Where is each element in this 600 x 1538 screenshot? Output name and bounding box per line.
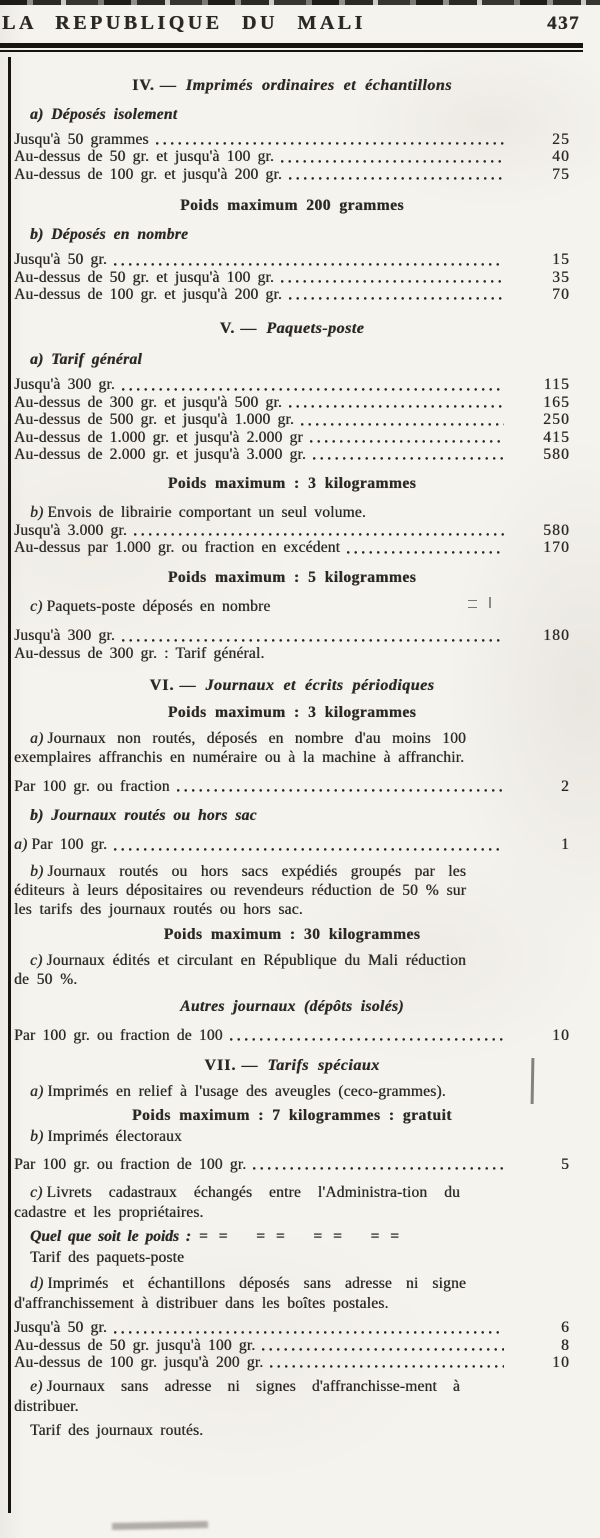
section-heading-vii (14, 1056, 570, 1076)
section-heading-v (14, 319, 570, 339)
dot-leader (347, 551, 504, 554)
tariff-row (14, 429, 570, 446)
item-letter: c) (30, 597, 43, 615)
item-letter: d) (30, 1275, 44, 1293)
tariff-row (14, 148, 570, 165)
weight-clause (14, 1228, 570, 1245)
row-label: Par 100 gr. ou fraction de 100 gr. (14, 1155, 247, 1173)
dot-leader (289, 405, 504, 408)
row-value: 115 (543, 376, 570, 394)
tariff-rows (14, 251, 570, 303)
row-label: Jusqu'à 50 gr. (14, 251, 107, 269)
page-content (14, 60, 570, 1440)
dot-leader (156, 142, 504, 145)
tariff-row (14, 411, 570, 428)
dot-leader (289, 177, 504, 180)
paragraph (14, 1183, 460, 1222)
row-label: Jusqu'à 3.000 gr. (14, 521, 127, 539)
row-label: Au-dessus de 50 gr. jusqu'à 100 gr. (14, 1336, 256, 1354)
section-heading-iv (14, 76, 570, 96)
paragraph (14, 1082, 454, 1101)
row-label: Au-dessus par 1.000 gr. ou fraction en excédent (14, 539, 341, 557)
row-value: 250 (543, 411, 570, 429)
sub-item-label (14, 1128, 570, 1145)
item-letter: a) (30, 1082, 44, 1100)
tariff-row (14, 251, 570, 268)
dot-leader (313, 457, 504, 460)
scan-top-edge (0, 0, 600, 5)
paragraph-text: Imprimés en relief à l'usage des aveugles (ceco-grammes). (47, 1082, 446, 1100)
page-number: 437 (547, 13, 580, 34)
tariff-rows (14, 376, 570, 463)
row-value: 1 (561, 836, 570, 854)
paragraph-text: Journaux édités et circulant en République du Mali réduction de 50 %. (14, 951, 466, 989)
ink-mark-artifact (468, 600, 477, 608)
item-letter: c) (30, 1184, 43, 1202)
row-label: Au-dessus de 300 gr. et jusqu'à 500 gr. (14, 393, 282, 411)
tariff-row (14, 1354, 570, 1371)
sub-item-label: a) Déposés isolement (30, 106, 178, 123)
tariff-row (14, 286, 570, 303)
row-label: Jusqu'à 300 gr. (14, 376, 115, 394)
row-value: 6 (561, 1319, 570, 1337)
item-letter: a) (14, 836, 28, 854)
item-letter: b) (30, 504, 44, 522)
tariff-note-line: Au-dessus de 300 gr. : Tarif général. (14, 644, 265, 662)
row-label: Par 100 gr. ou fraction (14, 777, 170, 795)
row-label: Au-dessus de 100 gr. et jusqu'à 200 gr. (14, 165, 282, 183)
tariff-rows (14, 522, 570, 557)
weight-note: Poids maximum : 5 kilogrammes (167, 568, 417, 586)
tariff-row (14, 446, 570, 463)
ditto-marks: = = = = = = = = (198, 1228, 402, 1245)
paragraph-text: Journaux non routés, déposés en nombre d'au moins 100 exemplaires affranchis en numéraire ou à la machine à affranchir. (14, 729, 466, 767)
dot-leader (310, 440, 504, 443)
section-title: Journaux et écrits périodiques (205, 676, 435, 694)
weight-clause-text: Quel que soit le poids : (30, 1228, 191, 1245)
paragraph (14, 1274, 466, 1313)
tariff-row (14, 778, 570, 795)
section-number: V. — (219, 320, 258, 338)
row-label: Au-dessus de 2.000 gr. et jusqu'à 3.000 gr. (14, 446, 306, 464)
item-letter: b) (30, 1128, 44, 1146)
paragraph-text: Imprimés et échantillons déposés sans adresse ni signe d'affranchissement à distribuer dans les boîtes postales. (14, 1275, 466, 1312)
row-label-text: Par 100 gr. (31, 836, 108, 854)
row-value: 180 (543, 627, 570, 645)
row-label: Par 100 gr. ou fraction de 100 (14, 1026, 223, 1044)
dot-leader (114, 1331, 504, 1334)
dot-leader (281, 160, 504, 163)
item-text: Envois de librairie comportant un seul volume. (47, 504, 366, 522)
row-value: 10 (552, 1354, 570, 1372)
dot-leader (230, 1038, 504, 1041)
ink-mark-artifact (489, 597, 491, 608)
paragraph (14, 862, 466, 920)
section-title: Tarifs spéciaux (267, 1056, 380, 1074)
row-label: Au-dessus de 100 gr. et jusqu'à 200 gr. (14, 286, 282, 304)
tariff-row (14, 131, 570, 148)
dot-leader (177, 789, 504, 792)
weight-note: Poids maximum : 30 kilogrammes (163, 925, 421, 943)
paragraph (14, 1377, 460, 1416)
row-label: Au-dessus de 1.000 gr. et jusqu'à 2.000 gr (14, 428, 303, 446)
dot-leader (270, 1365, 504, 1368)
row-value: 40 (552, 148, 570, 166)
weight-note: Poids maximum 200 grammes (180, 197, 404, 215)
dot-leader (301, 423, 504, 426)
row-label: Au-dessus de 50 gr. et jusqu'à 100 gr. (14, 148, 274, 166)
tariff-reference: Tarif des journaux routés. (30, 1422, 204, 1440)
paragraph-text: Livrets cadastraux échangés entre l'Administra-tion du cadastre et les propriétaires. (14, 1184, 460, 1221)
row-label (14, 836, 107, 853)
row-value: 35 (552, 268, 570, 286)
dot-leader (122, 388, 504, 391)
tariff-row (14, 1319, 570, 1336)
tariff-row (14, 269, 570, 286)
item-text: Paquets-poste déposés en nombre (46, 597, 271, 615)
section-title: Paquets-poste (266, 320, 365, 338)
tariff-rows (14, 627, 570, 662)
sub-item-label: b) Déposés en nombre (30, 226, 189, 244)
item-letter: e) (30, 1378, 43, 1396)
tariff-rows (14, 1319, 570, 1371)
row-value: 580 (543, 446, 570, 464)
sub-item-label: a) Tarif général (30, 351, 142, 369)
row-value: 2 (561, 777, 570, 795)
sub-item-label (14, 504, 570, 521)
row-label: Jusqu'à 50 grammes (14, 131, 149, 148)
tariff-row (14, 1156, 570, 1173)
section-number: VII. — (204, 1056, 259, 1074)
row-value: 25 (552, 131, 570, 148)
sub-item-label (14, 598, 570, 615)
paragraph-text: Journaux sans adresse ni signes d'affranchisse-ment à distribuer. (14, 1378, 460, 1415)
dot-leader (114, 848, 504, 851)
dot-leader (262, 1348, 504, 1351)
row-label: Au-dessus de 500 gr. et jusqu'à 1.000 gr. (14, 411, 294, 429)
page-header (2, 12, 586, 35)
subsection-heading: Autres journaux (dépôts isolés) (180, 997, 404, 1015)
tariff-row (14, 394, 570, 411)
left-margin-rule (8, 57, 11, 1513)
tariff-row (14, 539, 570, 556)
weight-note: Poids maximum : 3 kilogrammes (167, 475, 417, 493)
row-value: 580 (543, 521, 570, 539)
item-letter: a) (30, 729, 44, 747)
paragraph (14, 951, 466, 990)
journal-title: LA REPUBLIQUE DU MALI (2, 12, 366, 34)
dot-leader (122, 639, 504, 642)
row-value: 8 (561, 1336, 570, 1354)
paragraph (14, 729, 466, 768)
section-number: VI. — (149, 676, 197, 694)
tariff-row (14, 1027, 570, 1044)
tariff-row (14, 166, 570, 183)
header-double-rule (0, 43, 583, 53)
dot-leader (289, 297, 504, 300)
tariff-row (14, 627, 570, 644)
tariff-row (14, 836, 570, 853)
row-label: Au-dessus de 50 gr. et jusqu'à 100 gr. (14, 268, 274, 286)
row-value: 70 (552, 286, 570, 304)
row-value: 165 (543, 393, 570, 411)
tariff-reference: Tarif des paquets-poste (30, 1249, 185, 1266)
row-value: 415 (543, 428, 570, 446)
weight-note: Poids maximum : 7 kilogrammes : gratuit (132, 1107, 452, 1125)
dot-leader (114, 263, 504, 266)
tariff-row (14, 522, 570, 539)
row-value: 170 (543, 539, 570, 557)
item-text: Imprimés électoraux (47, 1128, 182, 1146)
paragraph-text: Journaux routés ou hors sacs expédiés groupés par les éditeurs à leurs dépositaires ou revendeurs réduction de 50 % sur les tarifs des journaux routés ou hors sac. (14, 862, 466, 919)
dot-leader (281, 280, 504, 283)
row-value: 5 (561, 1155, 570, 1173)
tariff-row (14, 376, 570, 393)
section-heading-vi (14, 676, 570, 696)
row-label: Jusqu'à 300 gr. (14, 627, 115, 645)
row-label: Au-dessus de 100 gr. jusqu'à 200 gr. (14, 1354, 264, 1372)
tariff-row (14, 1337, 570, 1354)
weight-note: Poids maximum : 3 kilogrammes (167, 703, 417, 721)
row-label: Jusqu'à 50 gr. (14, 1319, 107, 1337)
sub-item-label: b) Journaux routés ou hors sac (30, 807, 257, 825)
section-number: IV. — (132, 77, 177, 94)
dot-leader (134, 533, 504, 536)
item-letter: c) (30, 951, 43, 969)
row-value: 75 (552, 165, 570, 183)
ink-smudge-artifact (112, 1521, 208, 1530)
tariff-rows (14, 131, 570, 183)
item-letter: b) (30, 862, 44, 880)
row-value: 10 (552, 1026, 570, 1044)
section-title: Imprimés ordinaires et échantillons (185, 77, 452, 94)
dot-leader (253, 1167, 504, 1170)
row-value: 15 (552, 251, 570, 269)
